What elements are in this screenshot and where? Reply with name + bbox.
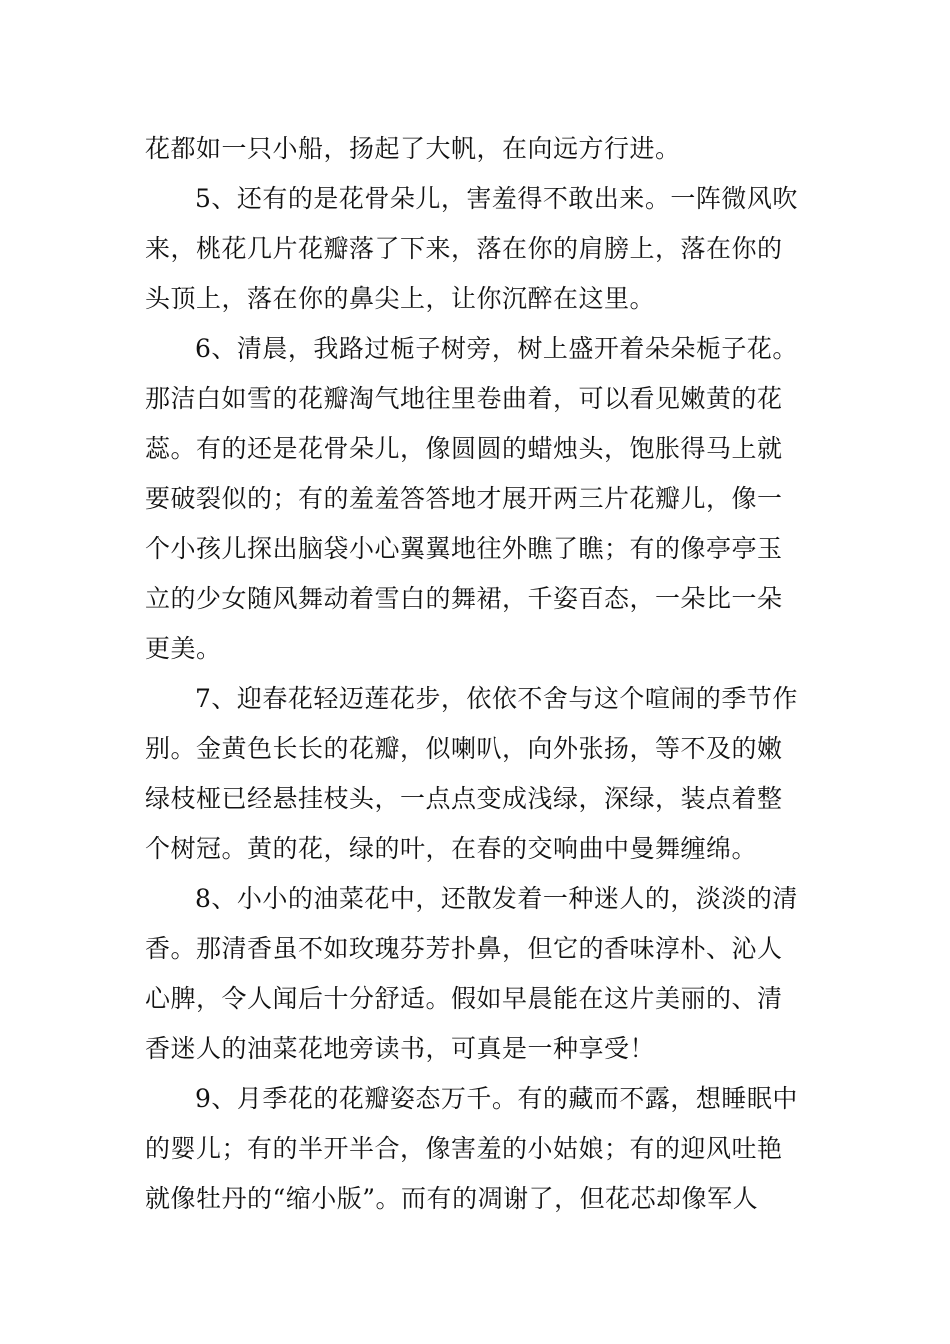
paragraph-8-line: 8、小小的油菜花中，还散发着一种迷人的，淡淡的清 bbox=[195, 884, 798, 913]
text-line: 就像牡丹的“缩小版”。而有的凋谢了，但花芯却像军人 bbox=[145, 1184, 759, 1213]
paragraph-5-line: 5、还有的是花骨朵儿，害羞得不敢出来。一阵微风吹 bbox=[195, 184, 798, 213]
paragraph-6-line: 6、清晨，我路过栀子树旁，树上盛开着朵朵栀子花。 bbox=[195, 334, 798, 363]
paragraph-9-line: 9、月季花的花瓣姿态万千。有的藏而不露，想睡眠中 bbox=[195, 1084, 798, 1113]
text-line: 花都如一只小船，扬起了大帆，在向远方行进。 bbox=[145, 134, 681, 163]
text-line: 心脾，令人闻后十分舒适。假如早晨能在这片美丽的、清 bbox=[145, 984, 783, 1013]
text-line: 立的少女随风舞动着雪白的舞裙，千姿百态，一朵比一朵 bbox=[145, 584, 783, 613]
document-body bbox=[145, 124, 810, 1224]
text-line: 来，桃花几片花瓣落了下来，落在你的肩膀上，落在你的 bbox=[145, 234, 783, 263]
paragraph-7-line: 7、迎春花轻迈莲花步，依依不舍与这个喧闹的季节作 bbox=[195, 684, 798, 713]
text-line: 个树冠。黄的花，绿的叶，在春的交响曲中曼舞缠绵。 bbox=[145, 834, 758, 863]
text-line: 那洁白如雪的花瓣淘气地往里卷曲着，可以看见嫩黄的花 bbox=[145, 384, 783, 413]
text-line: 个小孩儿探出脑袋小心翼翼地往外瞧了瞧；有的像亭亭玉 bbox=[145, 534, 783, 563]
text-line: 香迷人的油菜花地旁读书，可真是一种享受！ bbox=[145, 1034, 656, 1063]
text-line: 蕊。有的还是花骨朵儿，像圆圆的蜡烛头，饱胀得马上就 bbox=[145, 434, 783, 463]
text-line: 绿枝桠已经悬挂枝头，一点点变成浅绿，深绿，装点着整 bbox=[145, 784, 783, 813]
text-line: 香。那清香虽不如玫瑰芬芳扑鼻，但它的香味淳朴、沁人 bbox=[145, 934, 783, 963]
text-line: 的婴儿；有的半开半合，像害羞的小姑娘；有的迎风吐艳 bbox=[145, 1134, 783, 1163]
text-line: 更美。 bbox=[145, 634, 222, 663]
text-line: 别。金黄色长长的花瓣，似喇叭，向外张扬，等不及的嫩 bbox=[145, 734, 783, 763]
text-line: 头顶上，落在你的鼻尖上，让你沉醉在这里。 bbox=[145, 284, 656, 313]
text-line: 要破裂似的；有的羞羞答答地才展开两三片花瓣儿，像一 bbox=[145, 484, 783, 513]
